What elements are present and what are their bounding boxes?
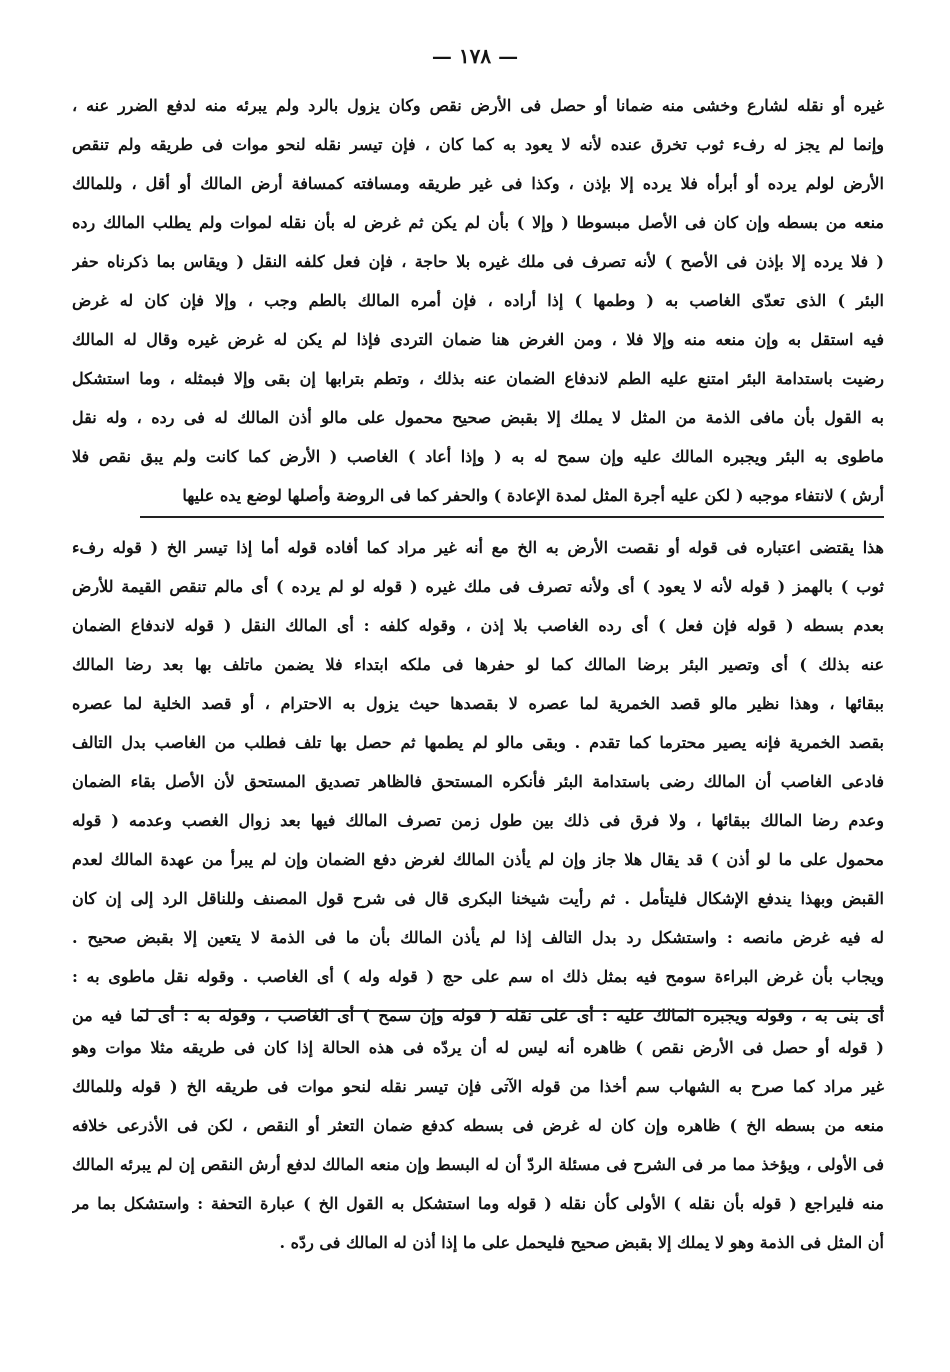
main-line: غيره أو نقله لشارع وخشى منه ضمانا أو حصل فى الأرض نقص وكان يزول بالرد ولم يبرئه منه لدفع الضرر عنه ،: [72, 96, 884, 115]
commentary-line: ويجاب بأن غرض البراءة سومح فيه بمثل ذلك اه سم على حج ( قوله وله ) أى الغاصب . وقوله نقل ماطوى به :: [72, 967, 884, 986]
commentary-line: منه فليراجع ( قوله بأن نقله ) الأولى كأن نقله ( قوله وما استشكل به القول الخ ) عبارة التحفة : واستشكل بما مر: [72, 1194, 884, 1213]
main-line: منعه من بسطه وإن كان فى الأصل مبسوطا ( وإلا ) بأن لم يكن ثم غرض له بأن نقله لموات ولم يطلب المالك رده: [72, 213, 884, 232]
section-divider: [140, 516, 884, 518]
main-line: به القول بأن مافى الذمة من المثل لا يملك إلا بقبض صحيح محمول على مالو أذن المالك له فى رده ، وله نقل: [72, 408, 884, 427]
main-line: أرش ) لانتفاء موجبه ( لكن عليه أجرة المثل لمدة الإعادة ) والحفر كما فى الروضة وأصلها لوضع يده عليها: [182, 486, 884, 505]
commentary-line: بعدم بسطه ( قوله فإن فعل ) أى رده الغاصب بلا إذن ، وقوله كلفه : أى المالك النقل ( قوله لاندفاع الضمان: [72, 616, 884, 635]
main-line: فيه استقل به وإن منعه منه وإلا فلا ، ومن الغرض هنا ضمان التردى فإذا لم يكن له غرض غيره وقال له المالك: [72, 330, 884, 349]
main-line: البئر ) الذى تعدّى الغاصب به ( وطمها ) إذا أراده ، فإن أمره المالك بالطم وجب ، وإلا فإن كان له غرض: [72, 291, 884, 310]
commentary-line: منعه من بسطه الخ ) ظاهره وإن كان له غرض فى بسطه كدفع ضمان التعثر أو النقص ، لكن فى الأذرعى خلافه: [72, 1116, 884, 1135]
commentary-line: القبض وبهذا يندفع الإشكال فليتأمل . ثم رأيت شيخنا البكرى قال فى شرح قول المصنف وللناقل الرد إلى إن كان: [72, 889, 884, 908]
commentary-line: هذا يقتضى اعتباره فى قوله أو نقصت الأرض به الخ مع أنه غير مراد كما أفاده قوله أما إذا تيسر الخ ( قوله رفء: [72, 538, 884, 557]
commentary-line: ثوب ) بالهمز ( قوله لأنه لا يعود ) أى ولأنه تصرف فى ملك غيره ( قوله لو لم يرده ) أى مالم تنقص القيمة للأرض: [72, 577, 884, 596]
commentary-block-2: [72, 1028, 884, 1262]
main-line: رضيت باستدامة البئر امتنع عليه الطم لاندفاع الضمان عنه بذلك ، وتطم بترابها إن بقى وإلا فبمثله ، وما استشكل: [72, 369, 884, 388]
commentary-line: وعدم رضا المالك ببقائها ، ولا فرق فى ذلك بين طول زمن تصرف المالك فيها بعد زوال الغصب وعدمه ( قوله: [72, 811, 884, 830]
commentary-line: ( قوله أو حصل فى الأرض نقص ) ظاهره أنه ليس له أن يردّه فى هذه الحالة إذا كان فى طريقه مثلا موات وهو: [72, 1038, 884, 1057]
main-text: [72, 86, 884, 515]
commentary-line: بقصد الخمرية فإنه يصير محترما كما تقدم . وبقى مالو لم يطمها ثم حصل بها تلف فطلب من الغاصب بدل التالف: [72, 733, 884, 752]
page-number: — ١٧٨ —: [431, 44, 519, 68]
commentary-line: له فيه غرض مانصه : واستشكل رد بدل التالف إذا لم يأذن المالك بأن ما فى الذمة لا يتعين إلا بقبض صحيح .: [72, 928, 884, 947]
commentary-line: عنه بذلك ) أى وتصير البئر برضا المالك كما لو حفرها فى ملكه ابتداء فلا يضمن ماتلف بها بعد رضا المالك: [72, 655, 884, 674]
commentary-line: ببقائها ، وهذا نظير مالو قصد الخمرية لما عصره لا بقصدها حيث يزول به الاحترام ، أو قصد الخلية لما عصره: [72, 694, 884, 713]
commentary-line: أن المثل فى الذمة وهو لا يملك إلا بقبض صحيح فليحمل على ما إذا أذن له المالك فى ردّه .: [279, 1233, 884, 1252]
main-line: الأرض لولم يرده أو أبرأه فلا يرده إلا بإذن ، وكذا فى غير طريقه ومسافته كمسافة أرض المالك أو أقل ، وللمالك: [72, 174, 884, 193]
commentary-line: أى بنى به ، وقوله ويجبره المالك عليه : أى على نقله ( قوله وإن سمح ) أى الغاصب ، وقوله به : أى لما فيه من: [72, 1006, 884, 1025]
commentary-line: فادعى الغاصب أن المالك رضى باستدامة البئر فأنكره المستحق فالظاهر تصديق المستحق لأن الأصل بقاء الضمان: [72, 772, 884, 791]
commentary-line: محمول على ما لو أذن ) قد يقال هلا جاز وإن لم يأذن المالك لغرض دفع الضمان وإن لم يبرأ من عهدة المالك لعدم: [72, 850, 884, 869]
section-divider: [140, 1010, 884, 1012]
commentary-block-1: [72, 528, 884, 1035]
main-line: ماطوى به البئر ويجبره المالك عليه وإن سمح له به ( وإذا أعاد ) الغاصب ( الأرض كما كانت ولم يبق نقص فلا: [72, 447, 884, 466]
main-line: وإنما لم يجز له رفء ثوب تخرق عنده لأنه لا يعود به كما كان ، فإن تيسر نقله لنحو موات فى طريقه ولم تنقص: [72, 135, 884, 154]
main-line: ( فلا يرده إلا بإذن فى الأصح ) لأنه تصرف فى ملك غيره بلا حاجة ، فإن فعل كلفه النقل ( ويقاس بما ذكرناه حفر: [72, 252, 884, 271]
commentary-line: فى الأولى ، ويؤخذ مما مر فى الشرح فى مسئلة الردّ أن له البسط وإن منعه المالك لدفع أرش النقص إن لم يبرئه المالك: [72, 1155, 884, 1174]
commentary-line: غير مراد كما صرح به الشهاب سم أخذا من قوله الآتى فإن تيسر نقله لنحو موات فى طريقه الخ ( قوله وللمالك: [72, 1077, 884, 1096]
